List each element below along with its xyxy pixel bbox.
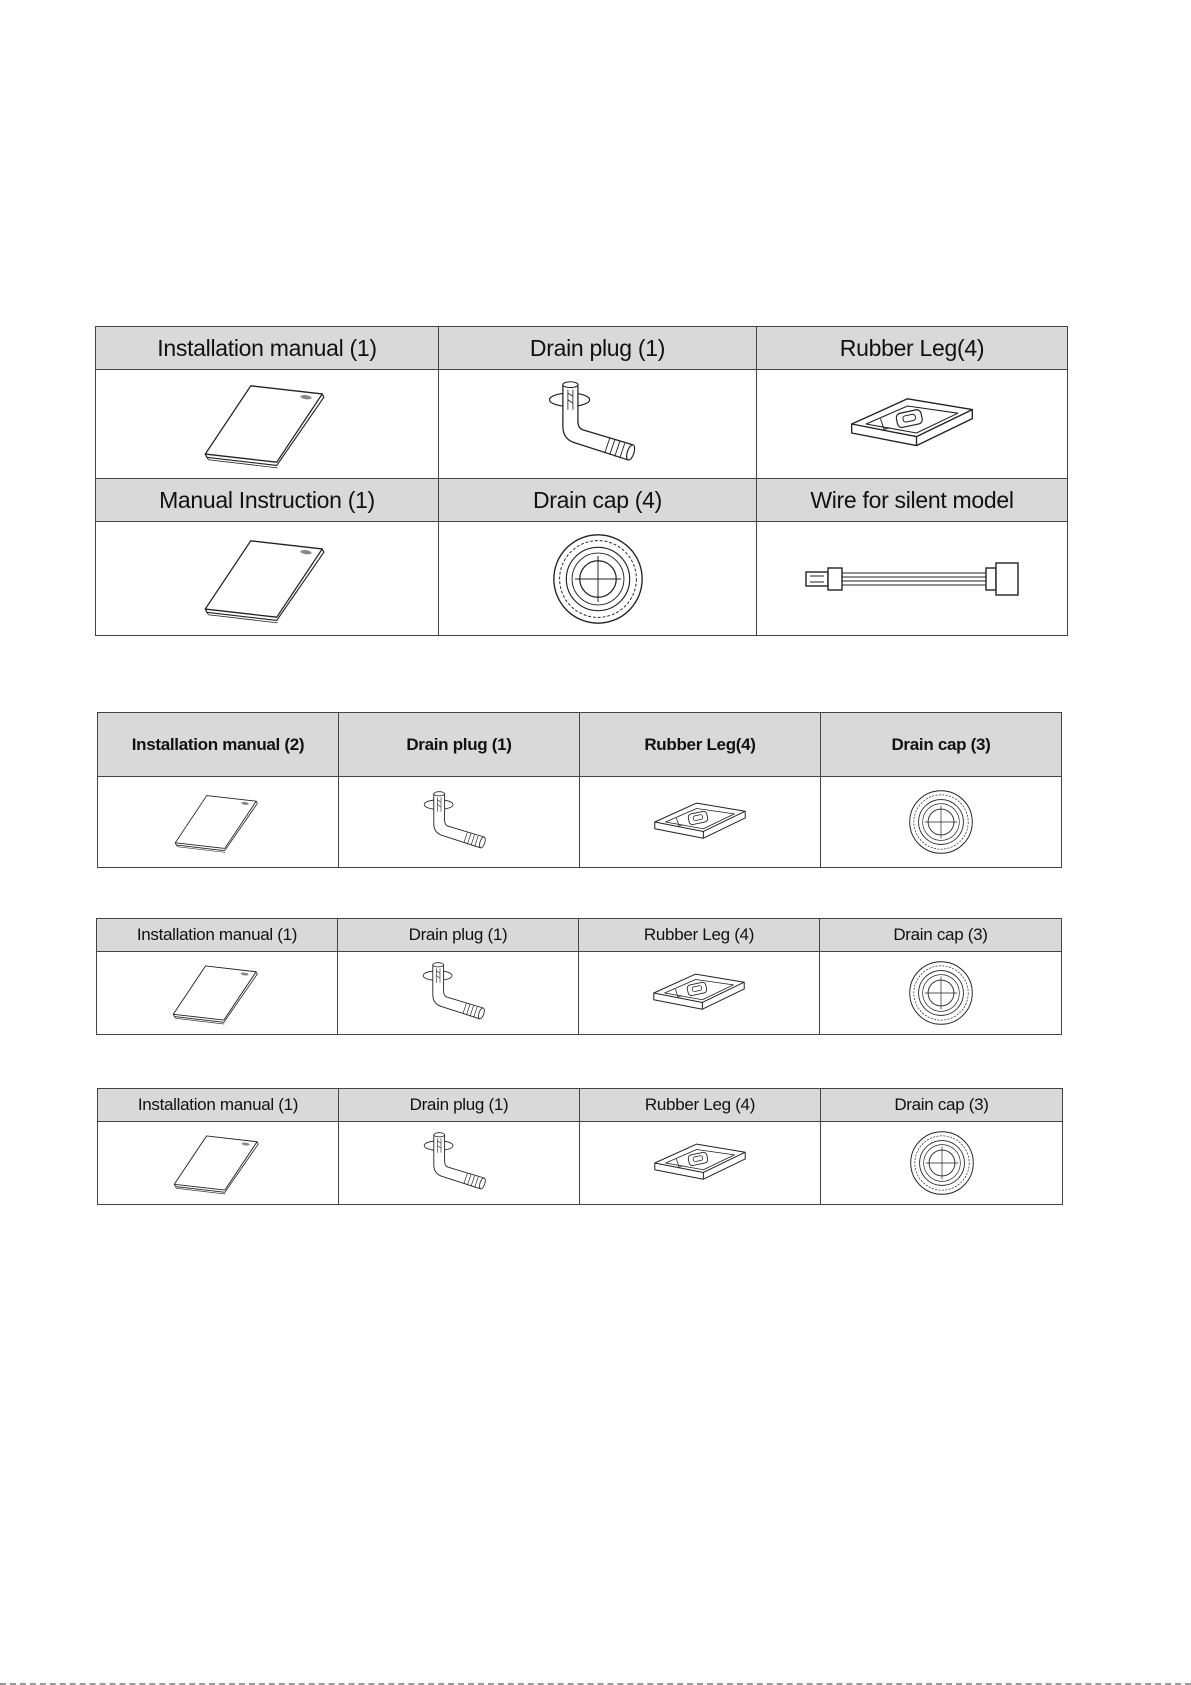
drain-cap-icon (908, 1129, 976, 1197)
header-wire-silent-model: Wire for silent model (757, 479, 1068, 522)
header-drain-cap: Drain cap (4) (439, 479, 757, 522)
header-rubber-leg: Rubber Leg (4) (580, 1089, 821, 1122)
image-cell (97, 952, 338, 1035)
drain-plug-icon (416, 789, 502, 855)
header-rubber-leg: Rubber Leg (4) (579, 919, 820, 952)
image-cell (439, 370, 757, 479)
image-cell (439, 522, 757, 636)
header-installation-manual: Installation manual (1) (96, 327, 439, 370)
image-cell (580, 777, 821, 868)
drain-plug-icon (538, 378, 658, 470)
header-drain-plug: Drain plug (1) (439, 327, 757, 370)
header-manual-instruction: Manual Instruction (1) (96, 479, 439, 522)
header-drain-cap: Drain cap (3) (820, 919, 1062, 952)
manual-booklet-icon (173, 791, 263, 853)
header-drain-plug: Drain plug (1) (339, 713, 580, 777)
manual-booklet-icon (202, 379, 332, 469)
header-drain-plug: Drain plug (1) (338, 919, 579, 952)
header-drain-plug: Drain plug (1) (339, 1089, 580, 1122)
image-cell (821, 777, 1062, 868)
header-drain-cap: Drain cap (3) (821, 713, 1062, 777)
image-cell (339, 777, 580, 868)
drain-plug-icon (415, 960, 501, 1026)
manual-booklet-icon (171, 961, 263, 1025)
image-cell (580, 1122, 821, 1205)
image-cell (98, 777, 339, 868)
accessories-table-3 (96, 918, 1062, 1035)
header-rubber-leg: Rubber Leg(4) (757, 327, 1068, 370)
image-cell (96, 370, 439, 479)
manual-booklet-icon (202, 534, 332, 624)
header-installation-manual: Installation manual (1) (98, 1089, 339, 1122)
drain-plug-icon (416, 1130, 502, 1196)
image-cell (96, 522, 439, 636)
drain-cap-icon (907, 788, 975, 856)
rubber-leg-icon (647, 966, 751, 1020)
rubber-leg-icon (648, 1136, 752, 1190)
image-cell (820, 952, 1062, 1035)
image-cell (339, 1122, 580, 1205)
image-cell (579, 952, 820, 1035)
rubber-leg-icon (648, 795, 752, 849)
image-cell (757, 522, 1068, 636)
header-rubber-leg: Rubber Leg(4) (580, 713, 821, 777)
rubber-leg-icon (842, 388, 982, 460)
image-cell (98, 1122, 339, 1205)
drain-cap-icon (907, 959, 975, 1027)
image-cell (821, 1122, 1063, 1205)
accessories-table-2 (97, 712, 1062, 868)
wire-connector-icon (802, 559, 1022, 599)
drain-cap-icon (550, 531, 646, 627)
manual-booklet-icon (172, 1131, 264, 1195)
image-cell (757, 370, 1068, 479)
image-cell (338, 952, 579, 1035)
accessories-table-4 (97, 1088, 1063, 1205)
accessories-table-1 (95, 326, 1068, 636)
header-installation-manual: Installation manual (2) (98, 713, 339, 777)
header-drain-cap: Drain cap (3) (821, 1089, 1063, 1122)
header-installation-manual: Installation manual (1) (97, 919, 338, 952)
